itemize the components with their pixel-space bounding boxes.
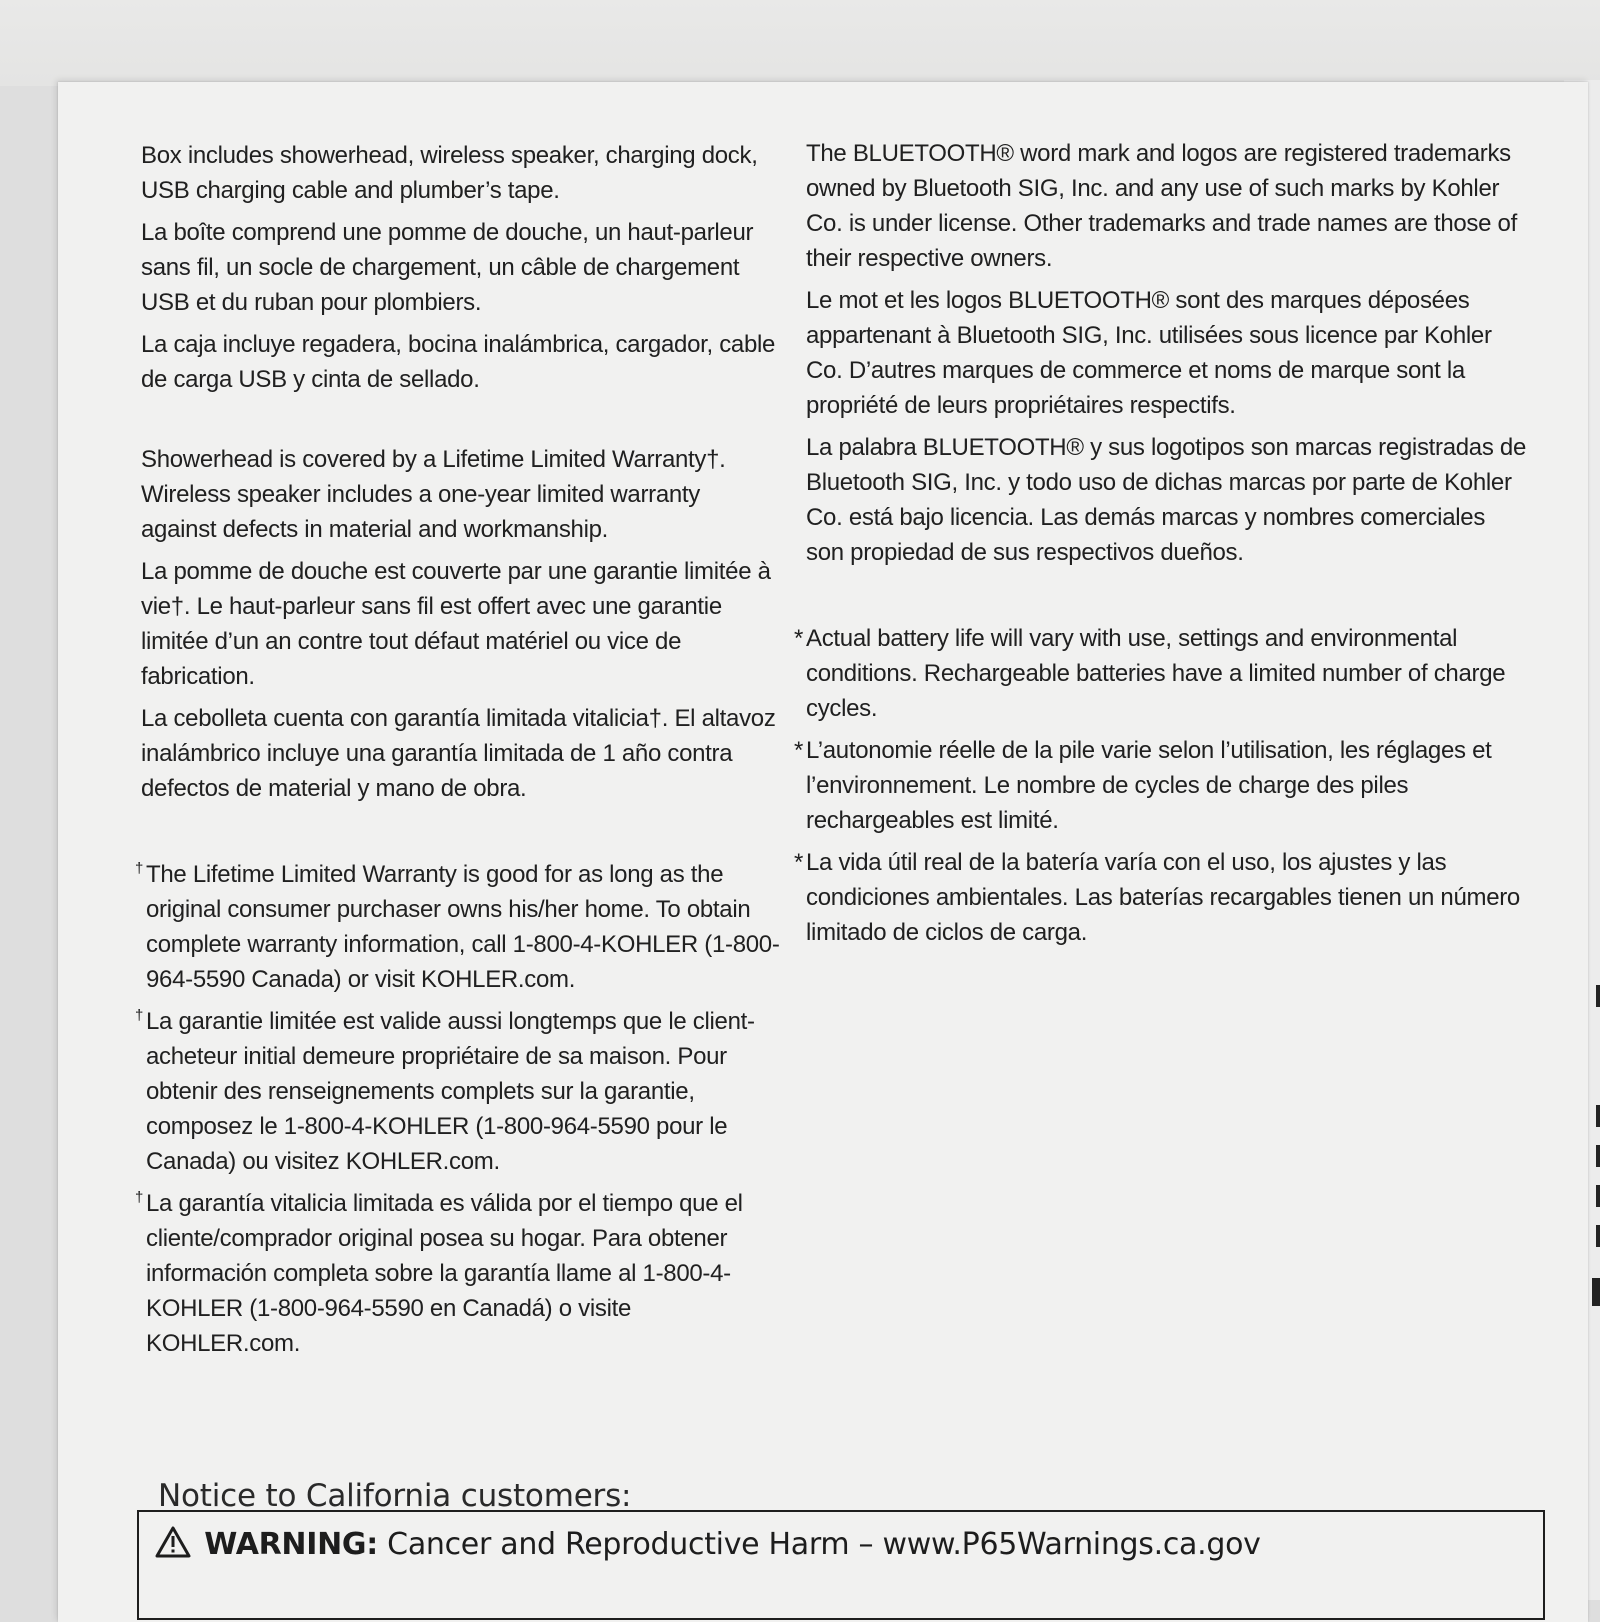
battery-note-en-paragraph: [794, 621, 1526, 726]
battery-note-en: Actual battery life will vary with use, settings and environmental conditions. Rechargeable batteries have a limited number of charge cycles.: [806, 625, 1506, 722]
warranty-en: Showerhead is covered by a Lifetime Limited Warranty†. Wireless speaker includes a one-year limited warranty against defects in material and workmanship.: [141, 446, 726, 543]
cropped-edge-mark: [1596, 1225, 1600, 1247]
warranty-es: La cebolleta cuenta con garantía limitada vitalicia†. El altavoz inalámbrico incluye una garantía limitada de 1 año contra defectos de material y mano de obra.: [141, 705, 776, 802]
warning-triangle-icon: [155, 1526, 191, 1558]
cropped-edge-mark: [1596, 985, 1600, 1007]
warning-text: Cancer and Reproductive Harm – www.P65Warnings.ca.gov: [387, 1527, 1261, 1562]
bluetooth-notice-es: La palabra BLUETOOTH® y sus logotipos son marcas registradas de Bluetooth SIG, Inc. y todo uso de dichas marcas por parte de Kohler Co. está bajo licencia. Las demás marcas y nombres comerciales son propiedad de sus respectivos dueños.: [806, 434, 1527, 566]
dagger-mark: †: [135, 1007, 144, 1024]
battery-note-es-paragraph: [794, 845, 1526, 950]
battery-note-fr: L’autonomie réelle de la pile varie selon l’utilisation, les réglages et l’environnement. Le nombre de cycles de charge des piles rechargeables est limité.: [806, 737, 1492, 834]
footnote-en-paragraph: [135, 857, 781, 997]
dagger-mark: †: [135, 860, 144, 877]
cropped-edge-mark: [1596, 1185, 1600, 1207]
footnote-fr-paragraph: [135, 1004, 781, 1179]
footnote-es-paragraph: [135, 1186, 781, 1361]
warning-line: [155, 1526, 1261, 1562]
battery-note-es: La vida útil real de la batería varía con el uso, los ajustes y las condiciones ambientales. Las baterías recargables tienen un número limitado de ciclos de carga.: [806, 849, 1520, 946]
asterisk-mark: *: [794, 625, 804, 652]
left-column: [135, 138, 781, 1368]
dagger-mark: †: [135, 1189, 144, 1206]
box-contents-es: La caja incluye regadera, bocina inalámbrica, cargador, cable de carga USB y cinta de sellado.: [141, 331, 776, 393]
background-top: [0, 0, 1600, 86]
footnote-es: La garantía vitalicia limitada es válida por el tiempo que el cliente/comprador original posea su hogar. Para obtener información completa sobre la garantía llame al 1-800-4-KOHLER (1-800-964-5590 en Canadá) o visite KOHLER.com.: [146, 1190, 743, 1357]
box-contents-en: Box includes showerhead, wireless speaker, charging dock, USB charging cable and plumber’s tape.: [141, 142, 758, 204]
cropped-edge-mark: [1592, 1278, 1600, 1306]
asterisk-mark: *: [794, 737, 804, 764]
footnote-fr: La garantie limitée est valide aussi longtemps que le client-acheteur initial demeure propriétaire de sa maison. Pour obtenir des renseignements complets sur la garantie, composez le 1-800-4-KOHLER (1-800-964-5590 pour le Canada) ou visitez KOHLER.com.: [146, 1008, 755, 1175]
footnote-en: The Lifetime Limited Warranty is good for as long as the original consumer purchaser owns his/her home. To obtain complete warranty information, call 1-800-4-KOHLER (1-800-964-5590 Canada) or visit KOHLER.com.: [146, 861, 780, 993]
bluetooth-notice-en: The BLUETOOTH® word mark and logos are registered trademarks owned by Bluetooth SIG, Inc. and any use of such marks by Kohler Co. is under license. Other trademarks and trade names are those of their respective owners.: [806, 140, 1517, 272]
prop65-warning-box: [137, 1510, 1545, 1620]
cropped-edge-mark: [1596, 1145, 1600, 1167]
california-notice-title: Notice to California customers:: [158, 1478, 632, 1514]
warning-label: WARNING:: [204, 1527, 378, 1562]
asterisk-mark: *: [794, 849, 804, 876]
right-column: [794, 136, 1527, 957]
battery-note-fr-paragraph: [794, 733, 1526, 838]
warranty-fr: La pomme de douche est couverte par une garantie limitée à vie†. Le haut-parleur sans fil est offert avec une garantie limitée d’un an contre tout défaut matériel ou vice de fabrication.: [141, 558, 771, 690]
bluetooth-notice-fr: Le mot et les logos BLUETOOTH® sont des marques déposées appartenant à Bluetooth SIG, Inc. utilisées sous licence par Kohler Co. D’autres marques de commerce et noms de marque sont la propriété de leurs propriétaires respectifs.: [806, 287, 1492, 419]
cropped-edge-mark: [1596, 1105, 1600, 1127]
box-contents-fr: La boîte comprend une pomme de douche, un haut-parleur sans fil, un socle de chargement, un câble de chargement USB et du ruban pour plombiers.: [141, 219, 754, 316]
